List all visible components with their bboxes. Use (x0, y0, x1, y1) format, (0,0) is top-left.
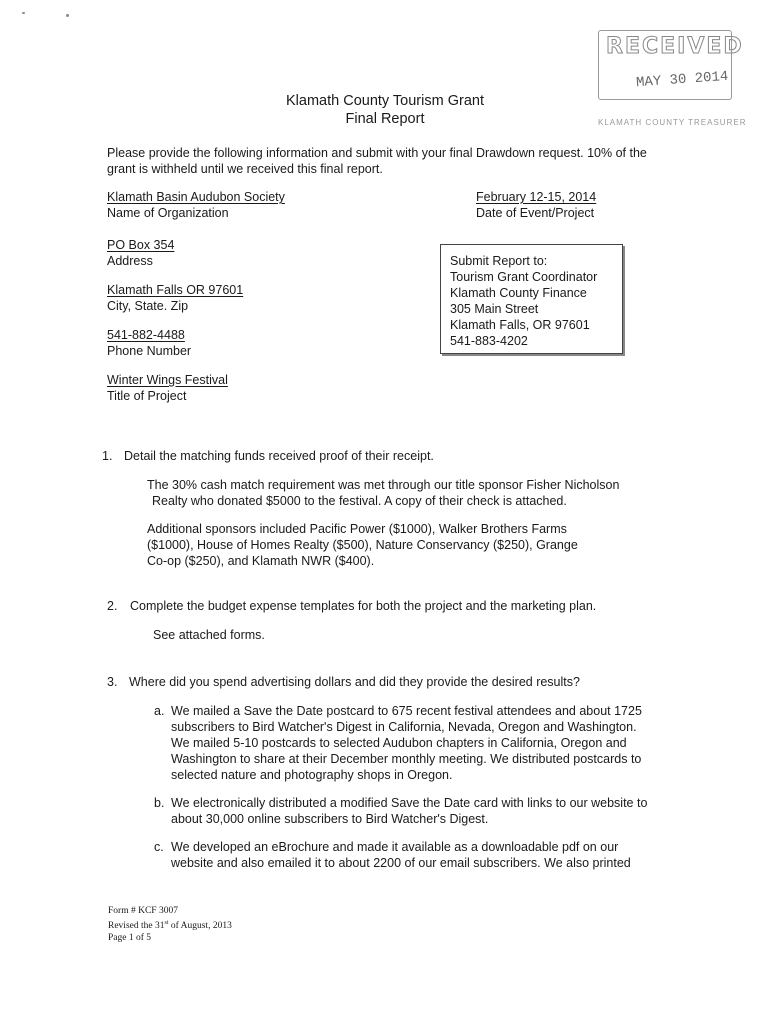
received-stamp (598, 30, 747, 127)
submit-line: Tourism Grant Coordinator (450, 270, 598, 284)
answer-line: The 30% cash match requirement was met through our title sponsor Fisher Nicholson (147, 478, 620, 492)
submit-line: Submit Report to: (450, 254, 548, 268)
submit-report-box (440, 244, 623, 354)
date-value: February 12-15, 2014 (476, 190, 597, 204)
item-line: We mailed 5-10 postcards to selected Audubon chapters in California, Oregon and (171, 736, 627, 750)
item-c-marker: c. (154, 840, 164, 854)
project-label: Title of Project (107, 389, 187, 403)
question-2-text: Complete the budget expense templates for both the project and the marketing plan. (130, 599, 597, 613)
document-subtitle: Final Report (345, 111, 425, 127)
field-city (107, 282, 243, 314)
revised-ordinal: st (164, 920, 169, 926)
intro-paragraph (107, 145, 647, 177)
address-label: Address (107, 254, 153, 268)
form-footer (108, 905, 232, 944)
field-project (107, 372, 228, 404)
stamp-office: KLAMATH COUNTY TREASURER (598, 118, 747, 127)
field-address (107, 237, 174, 269)
form-number: Form # KCF 3007 (108, 906, 178, 916)
intro-line: grant is withheld until we received this final report. (107, 162, 383, 176)
submit-line: 541-883-4202 (450, 334, 528, 348)
organization-value: Klamath Basin Audubon Society (107, 190, 285, 204)
city-label: City, State. Zip (107, 299, 189, 313)
address-value: PO Box 354 (107, 238, 175, 252)
scan-speck (66, 14, 69, 17)
phone-value: 541-882-4488 (107, 328, 185, 342)
question-3-text: Where did you spend advertising dollars and did they provide the desired results? (129, 675, 580, 689)
answer-line: Realty who donated $5000 to the festival. A copy of their check is attached. (152, 494, 567, 508)
question-2-answer: See attached forms. (153, 628, 265, 642)
item-line: We electronically distributed a modified Save the Date card with links to our website to (171, 796, 648, 810)
item-b-text (171, 795, 647, 827)
stamp-date: MAY 30 2014 (635, 68, 729, 92)
item-line: selected nature and photography shops in Oregon. (171, 768, 453, 782)
question-1-answer-2 (147, 521, 578, 569)
city-value: Klamath Falls OR 97601 (107, 283, 244, 297)
item-b-marker: b. (154, 796, 165, 810)
date-label: Date of Event/Project (476, 206, 595, 220)
item-line: about 30,000 online subscribers to Bird Watcher's Digest. (171, 812, 489, 826)
submit-line: Klamath County Finance (450, 286, 587, 300)
item-c-text (171, 839, 631, 871)
document-title: Klamath County Tourism Grant (286, 93, 484, 109)
item-line: We mailed a Save the Date postcard to 675 recent festival attendees and about 1725 (171, 704, 642, 718)
question-1-text: Detail the matching funds received proof of their receipt. (124, 449, 434, 463)
question-2-number: 2. (107, 599, 118, 613)
revised-text: of August, 2013 (168, 921, 232, 932)
revised-text: Revised the 31 (108, 921, 165, 932)
phone-label: Phone Number (107, 344, 192, 358)
item-line: Washington to share at their December monthly meeting. We distributed postcards to (171, 752, 642, 766)
answer-line: Additional sponsors included Pacific Power ($1000), Walker Brothers Farms (147, 522, 567, 536)
question-1-number: 1. (102, 449, 113, 463)
question-1-answer-1 (147, 477, 619, 509)
item-a-text (171, 703, 642, 783)
organization-label: Name of Organization (107, 206, 229, 220)
answer-line: ($1000), House of Homes Realty ($500), Nature Conservancy ($250), Grange (147, 538, 578, 552)
item-a-marker: a. (154, 704, 165, 718)
document-header (240, 92, 530, 128)
stamp-word: RECEIVED (606, 34, 744, 59)
item-line: website and also emailed it to about 2200 of our email subscribers. We also printed (171, 856, 631, 870)
question-3-number: 3. (107, 675, 118, 689)
field-phone (107, 327, 191, 359)
project-value: Winter Wings Festival (107, 373, 228, 387)
submit-line: Klamath Falls, OR 97601 (450, 318, 590, 332)
item-line: We developed an eBrochure and made it available as a downloadable pdf on our (171, 840, 619, 854)
item-line: subscribers to Bird Watcher's Digest in California, Nevada, Oregon and Washington. (171, 720, 637, 734)
intro-line: Please provide the following information and submit with your final Drawdown request. 10% of the (107, 146, 647, 160)
page-number: Page 1 of 5 (108, 933, 152, 944)
answer-line: Co-op ($250), and Klamath NWR ($400). (147, 554, 375, 568)
scan-speck (22, 12, 25, 14)
revised-date (108, 917, 232, 932)
field-date (476, 189, 596, 221)
field-organization (107, 189, 285, 221)
submit-line: 305 Main Street (450, 302, 539, 316)
